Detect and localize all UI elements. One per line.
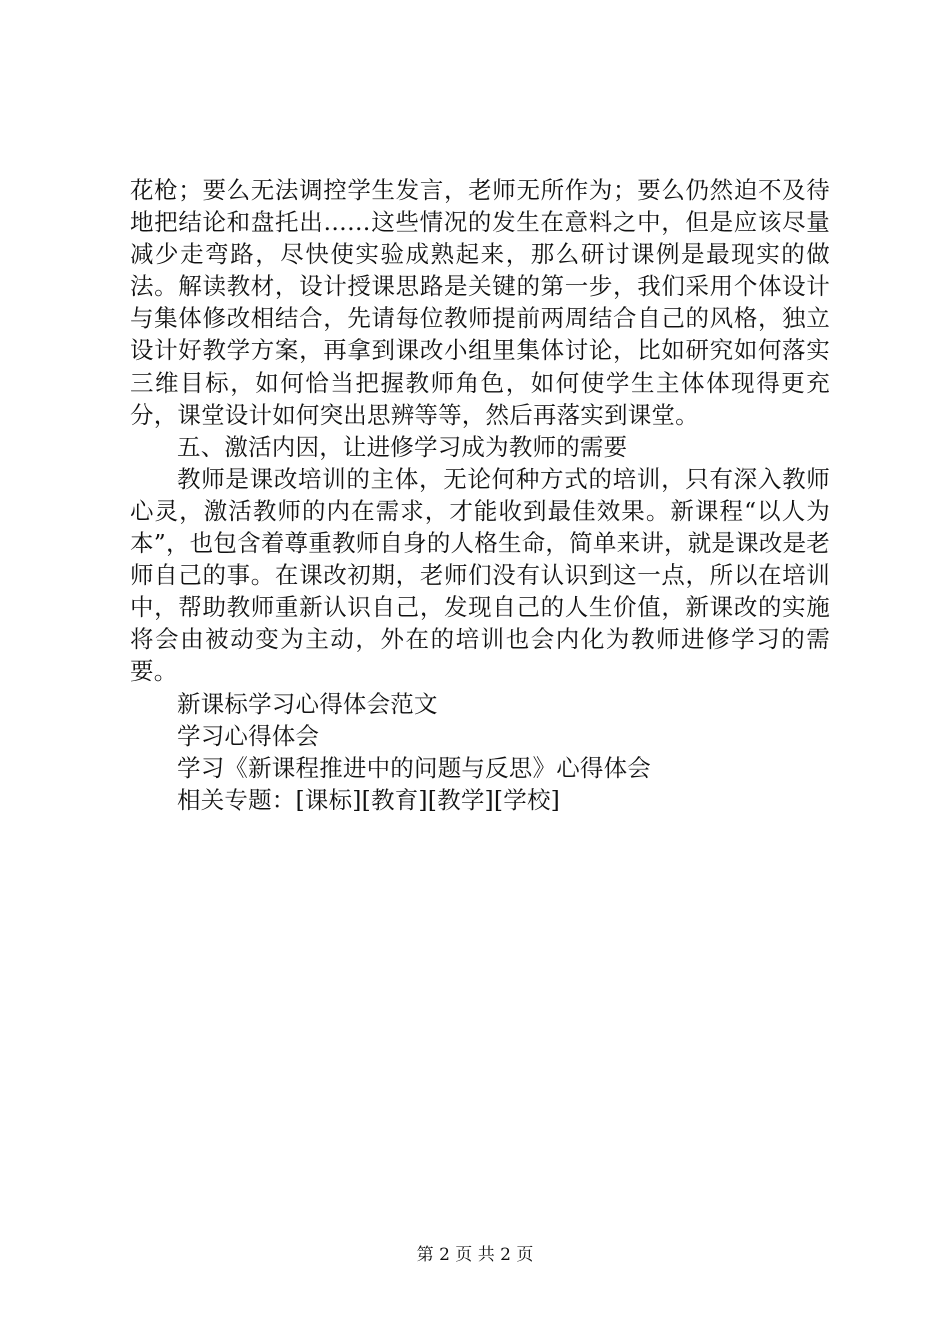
paragraph-body: 教师是课改培训的主体，无论何种方式的培训，只有深入教师心灵，激活教师的内在需求，才能收到最佳效果。新课程“以人为本”，也包含着尊重教师自身的人格生命，简单来讲，就是课改是老师自己的事。在课改初期，老师们没有认识到这一点，所以在培训中，帮助教师重新认识自己，发现自己的人生价值，新课改的实施将会由被动变为主动，外在的培训也会内化为教师进修学习的需要。 (130, 464, 830, 686)
related-link-2: 学习心得体会 (177, 721, 320, 750)
related-topics: 相关专题：[课标][教育][教学][学校] (177, 785, 561, 814)
paragraph-continued: 花枪；要么无法调控学生发言，老师无所作为；要么仍然迫不及待地把结论和盘托出……这些情况的发生在意料之中，但是应该尽量减少走弯路，尽快使实验成熟起来，那么研讨课例是最现实的做法。解读教材，设计授课思路是关键的第一步，我们采用个体设计与集体修改相结合，先请每位教师提前两周结合自己的风格，独立设计好教学方案，再拿到课改小组里集体讨论，比如研究如何落实三维目标，如何恰当把握教师角色，如何使学生主体体现得更充分，课堂设计如何突出思辨等等，然后再落实到课堂。 (130, 176, 830, 429)
related-link-3: 学习《新课程推进中的问题与反思》心得体会 (177, 753, 651, 782)
document-body (130, 174, 830, 816)
related-link-1: 新课标学习心得体会范文 (177, 689, 438, 718)
page-footer: 第 2 页 共 2 页 (416, 1245, 534, 1265)
section-heading: 五、激活内因，让进修学习成为教师的需要 (177, 432, 628, 461)
